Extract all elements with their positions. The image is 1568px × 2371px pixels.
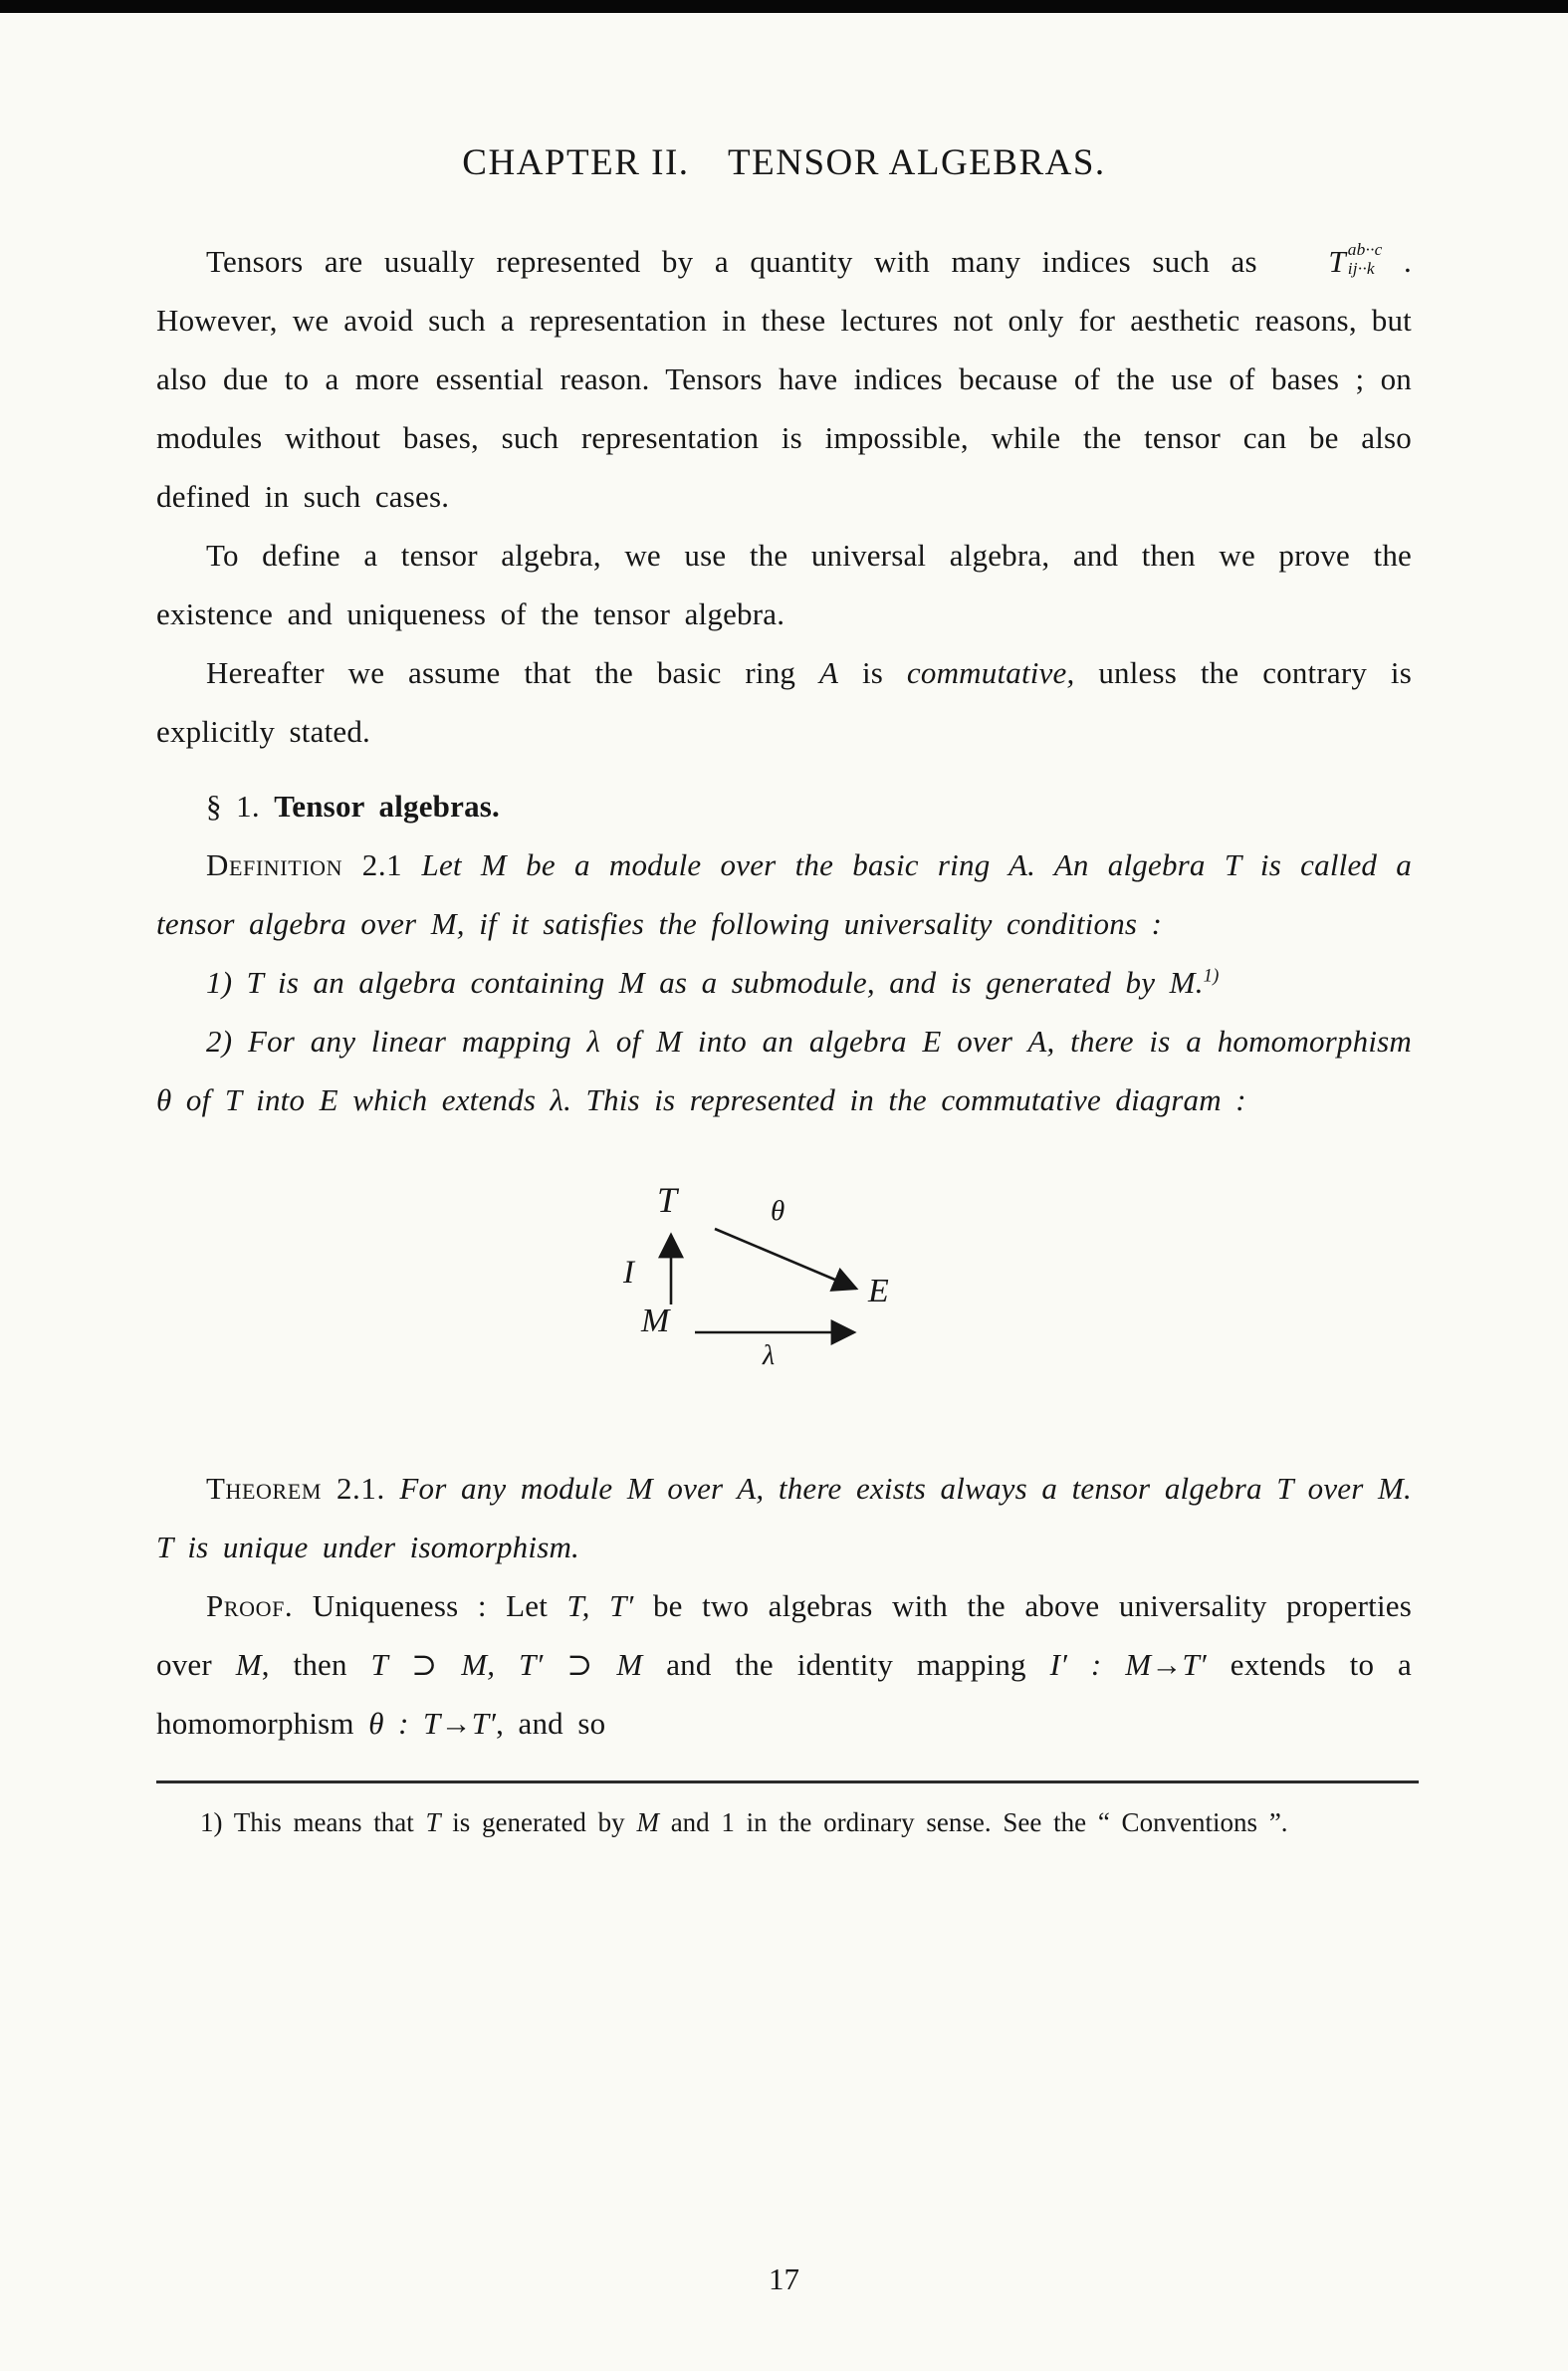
diagram-label-theta: θ xyxy=(771,1195,785,1227)
text-run: For any module M over A, there exists always a tensor algebra T over M. T is unique under isomorphism. xyxy=(156,1471,1412,1564)
text-run: I′ : M→T′ xyxy=(1049,1647,1207,1682)
text-run: is generated by xyxy=(440,1807,637,1837)
paragraph xyxy=(156,1459,1412,1576)
text-run: Tensor algebras. xyxy=(274,789,500,824)
text-run: and 1 in the ordinary sense. See the “ Conventions ”. xyxy=(658,1807,1288,1837)
text-run: M xyxy=(235,1647,262,1682)
paragraph xyxy=(156,232,1412,526)
text-run: be two algebras with the above universality properties over xyxy=(156,1588,1413,1682)
footnote xyxy=(156,1799,1412,1845)
paragraph xyxy=(156,835,1412,953)
text-run: M xyxy=(636,1807,659,1837)
text-run: 1) T is an algebra containing M as a submodule, and is generated by M. xyxy=(206,965,1204,1000)
text-run: extends to a homomorphism xyxy=(156,1647,1412,1741)
scan-artifact-top-edge xyxy=(0,0,1568,13)
diagram-label-T: T xyxy=(657,1180,678,1220)
text-run: T ⊃ M, T′ ⊃ M xyxy=(370,1647,643,1682)
text-run: A xyxy=(818,655,839,690)
section-heading xyxy=(156,777,1412,835)
text-run: Hereafter we assume that the basic ring xyxy=(206,655,819,690)
page-number: 17 xyxy=(769,2261,799,2296)
text-run: . However, we avoid such a representation in these lectures not only for aesthetic reasons, but also due to a more essential reason. Tensors have indices because of the use of bases ; on modules without bases, such representation is impossible, while the tensor can be also defined in such cases. xyxy=(156,244,1412,514)
paragraph xyxy=(156,1012,1412,1129)
text-run: is xyxy=(838,655,907,690)
main-text-lower xyxy=(156,1459,1412,1753)
diagram-label-I: I xyxy=(623,1255,634,1291)
text-run: , and so xyxy=(496,1706,606,1741)
text-run: Theorem 2.1. xyxy=(206,1471,385,1506)
text-run: 2) For any linear mapping λ of M into an algebra E over A, there is a homomorphism θ of T into E which extends λ. This is represented in the commutative diagram : xyxy=(156,1024,1412,1117)
text-run: unless the contrary is explicitly stated. xyxy=(156,655,1413,749)
text-run: , then xyxy=(261,1647,371,1682)
text-run: 1) This means that xyxy=(200,1807,426,1837)
diagram-label-M: M xyxy=(641,1303,670,1339)
footnote-rule xyxy=(156,1780,1419,1783)
text-run: Let M be a module over the basic ring A. An algebra T is called a tensor algebra over M, if it satisfies the following universality conditions : xyxy=(156,847,1413,941)
text-run: Proof. xyxy=(206,1588,294,1623)
chapter-title: CHAPTER II. TENSOR ALGEBRAS. xyxy=(462,142,1106,183)
tensor-notation: T ab··c ij··k xyxy=(1328,239,1383,279)
footnote-paragraph xyxy=(156,1799,1412,1845)
text-run: θ : T→T′ xyxy=(368,1706,497,1741)
text-run: T xyxy=(425,1807,441,1837)
text-run: commutative, xyxy=(906,655,1075,690)
paragraph xyxy=(156,643,1412,761)
text-run xyxy=(402,847,421,882)
diagram-label-lambda: λ xyxy=(763,1340,776,1371)
text-run: Tensors are usually represented by a quantity with many indices such as xyxy=(206,244,1279,279)
text-run: T, T′ xyxy=(566,1588,634,1623)
text-run: Definition 2.1 xyxy=(206,847,403,882)
arrow-theta-T-to-E xyxy=(715,1229,856,1289)
text-run: 1) xyxy=(1203,965,1220,987)
paragraph xyxy=(156,1576,1412,1753)
text-run: and the identity mapping xyxy=(642,1647,1050,1682)
text-run: Uniqueness : Let xyxy=(293,1588,567,1623)
diagram-label-E: E xyxy=(868,1273,889,1309)
text-run: § 1. xyxy=(206,789,275,824)
paragraph xyxy=(156,526,1412,643)
text-run xyxy=(385,1471,400,1506)
text-run: To define a tensor algebra, we use the universal algebra, and then we prove the existence and uniqueness of the tensor algebra. xyxy=(156,538,1412,631)
commutative-diagram xyxy=(617,1180,946,1397)
main-text-upper xyxy=(156,232,1412,1129)
paragraph xyxy=(156,953,1412,1012)
